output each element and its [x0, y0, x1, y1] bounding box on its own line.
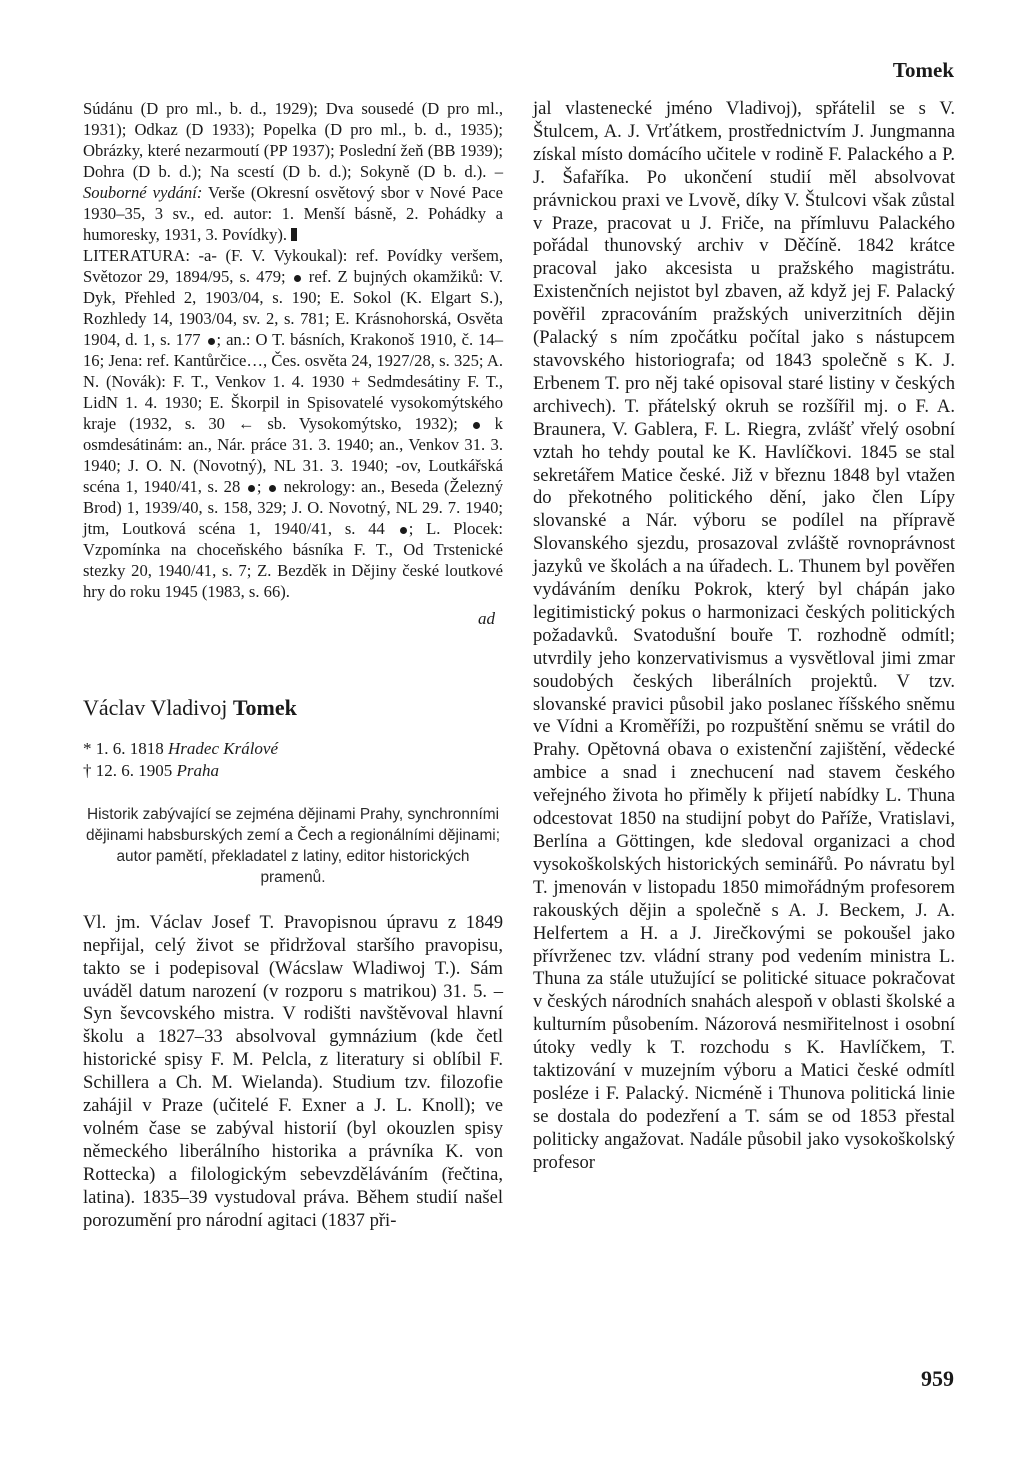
- works-text: Súdánu (D pro ml., b. d., 1929); Dva sousedé (D pro ml., 1931); Odkaz (D 1933); Popelka (D pro ml., b. d., 1935); Obrázky, které nezarmoutí (PP 1937); Poslední žeň (BB 1939); Dohra (D b. d.); Na scestí (D b. d.); Sokyně (D b. d.). –: [83, 99, 503, 181]
- bullet-icon: [248, 485, 255, 492]
- literature-text: ;: [256, 477, 268, 496]
- bullet-icon: [400, 527, 407, 534]
- birth-date: * 1. 6. 1818: [83, 738, 164, 758]
- literature-text: LITERATURA: -a- (F. V. Vykoukal): ref. Povídky veršem, Světozor 29, 1894/95, s. 479;: [83, 246, 503, 286]
- entry-surname: Tomek: [232, 694, 297, 720]
- death-date: † 12. 6. 1905: [83, 760, 173, 780]
- collected-edition-label: Souborné vydání:: [83, 183, 203, 202]
- entry-title: [83, 694, 503, 722]
- literature-text: ; L. Plocek: Vzpomínka na choceňského básníka F. T., Od Trstenické stezky 20, 1940/41, s. 7; Z. Bezděk in Dějiny české loutkové hry do roku 1945 (1983, s. 66).: [83, 519, 504, 601]
- end-square-icon: [291, 228, 297, 241]
- collected-edition-text: Verše (Okresní osvětový sbor v Nové Pace 1930–35, 3 sv., ed. autor: 1. Menší básně, 2. Pohádky a humoresky, 1931, 3. Povídky).: [83, 183, 503, 244]
- death-place: Praha: [176, 760, 219, 780]
- literature-text: k osmdesátinám: an., Nár. práce 31. 3. 1940; an., Venkov 31. 3. 1940; J. O. N. (Novotný), NL 31. 3. 1940; -ov, Loutkářská scéna 1, 1940/41, s. 28: [83, 414, 503, 496]
- literature-text: ; an.: O T. básních, Krakonoš 1910, č. 14–16; Jena: ref. Kantůrčice…, Čes. osvěta 24, 1927/28, s. 325; A. N. (Novák): F. T., Venkov 1. 4. 1930 + Sedmdesátiny F. T., LidN 1. 4. 1930; E. Škorpil in Spisovatelé vysokomýtského kraje (1932, s. 30 ← sb. Vysokomýtsko, 1932);: [83, 330, 503, 433]
- works-list: [83, 98, 503, 245]
- author-signature: ad: [478, 609, 495, 628]
- birth-place: Hradec Králové: [168, 738, 279, 758]
- literature-text: ref. Z bujných okamžiků: V. Dyk, Přehled 2, 1903/04, s. 190; E. Sokol (K. Elgart S.), Rozhledy 14, 1903/04, sv. 2, s. 781; E. Krásnohorská, Osvěta 1904, d. 1, s. 177: [83, 267, 503, 349]
- running-head: Tomek: [892, 58, 954, 82]
- biography-text-right: jal vlastenecké jméno Vladivoj), spřátelil se s V. Štulcem, A. J. Vrťátkem, prostřednictvím J. Jungmanna získal místo domácího učitele v rodině F. Palackého a P. J. Šafaříka. Po ukončení studií měl absolvovat právnickou praxi ve Lvově, díky V. Štulcovi však zůstal v Praze, pracovat u J. Friče, na přímluvu Palackého pořádal thunovský archiv v Děčíně. 1842 krátce pracoval jako akcesista u pražského magistrátu. Existenčních nejistot byl zbaven, až když jej F. Palacký pověřil zpracováním pražských univerzitních dějin (Palacký s ním zpočátku počítal jako s nástupcem stavovského historiografa; od 1843 společně s K. J. Erbenem T. pro něj také opisoval staré listiny v českých archivech). T. přátelský okruh se rozšířil mj. o F. A. Braunera, V. Gablera, F. L. Riegra, zvlášť vřelý osobní vztah ho tehdy poutal ke K. Havlíčkovi. 1845 se stal sekretářem Matice české. Již v březnu 1848 byl vtažen do překotného politického dění, jako člen Lípy slovanské a Nár. výboru se podílel na přípravě Slovanského sjezdu, prosazoval zvláště rovnoprávnost jazyků ve školách a na úřadech. L. Thunem byl pověřen vydáváním deníku Pokrok, který byl chápán jako legitimistický pokus o harmonizaci českých politických požadavků. Svatodušní bouře T. rozhodně odmítl; utvrdily jeho konzervativismus a vysvětloval jimi zmar soudobých českých liberálních projektů. V tzv. slovanské pravici působil jako poslanec říšského sněmu ve Vídni a Kroměříži, po rozpuštění sněmu se vrátil do Prahy. Opětovná obava o existenční zajištění, vědecké ambice a snad i znechucení nad stavem českého veřejného života ho přiměly k přijetí nabídky L. Thuna odcestovat 1850 na studijní pobyt do Paříže, Vratislavi, Berlína a Göttingen, kde sledoval organizaci a chod vysokoškolských historických seminářů. Po návratu byl T. jmenován v listopadu 1850 mimořádným profesorem rakouských dějin a společně s A. J. Beckem, J. A. Helfertem a H. a J. Jirečkovými se pokoušel jako přívrženec tzv. vládní strany pod vedením ministra L. Thuna za stále utužující se politické situace pokračovat v českých národních snahách alespoň v oblasti školské a kulturním působením. Názorová nesmiřitelnost i osobní útoky vedly k T. rozchodu s K. Havlíčkem, T. taktizování v muzejním výboru a Matici české odmítl posléze i F. Palacký. Nicméně i Thunova politická linie se dostala do podezření a T. sám se od 1853 přestal politicky angažovat. Nadále působil jako vysokoškolský profesor: [533, 98, 955, 1173]
- bullet-icon: [269, 485, 276, 492]
- bullet-icon: [208, 338, 215, 345]
- entry-first-names: Václav Vladivoj: [83, 694, 228, 720]
- entry-abstract: Historik zabývající se zejména dějinami Prahy, synchronními dějinami habsburských zemí a Čech a regionálními dějinami; autor pamětí, překladatel z latiny, editor historických pramenů.: [85, 805, 501, 886]
- page-number: 959: [921, 1366, 954, 1391]
- literature-text: nekrology: an., Beseda (Železný Brod) 1, 1939/40, s. 158, 329; J. O. Novotný, NL 29. 7. 1940; jtm, Loutková scéna 1, 1940/41, s. 44: [83, 477, 503, 538]
- left-column: [83, 98, 503, 1232]
- bullet-icon: [473, 422, 480, 429]
- birth-line: [83, 738, 503, 760]
- literature-list: [83, 245, 503, 602]
- biography-text-left: Vl. jm. Václav Josef T. Pravopisnou úpravu z 1849 nepřijal, celý život se přidržoval staršího pravopisu, takto se i podepisoval (Wácslaw Wladiwoj T.). Sám uváděl datum narození (v rozporu s matrikou) 31. 5. – Syn ševcovského mistra. V rodišti navštěvoval hlavní školu a 1827–33 absolvoval gymnázium (kde četl historické spisy F. M. Pelcla, z literatury si oblíbil F. Schillera a Ch. M. Wielanda). Studium tzv. filozofie zahájil v Praze (učitelé F. Exner a J. L. Knoll); ve volném čase se zabýval historií (byl okouzlen spisy německého liberálního historika a právníka K. von Rottecka) a filologickým sebevzděláváním (řečtina, latina). 1835–39 vystudoval práva. Během studií našel porozumění pro národní agitaci (1837 při-: [83, 911, 503, 1231]
- death-line: [83, 760, 503, 782]
- bullet-icon: [294, 275, 301, 282]
- right-column: [533, 98, 955, 1175]
- life-dates: [83, 738, 503, 782]
